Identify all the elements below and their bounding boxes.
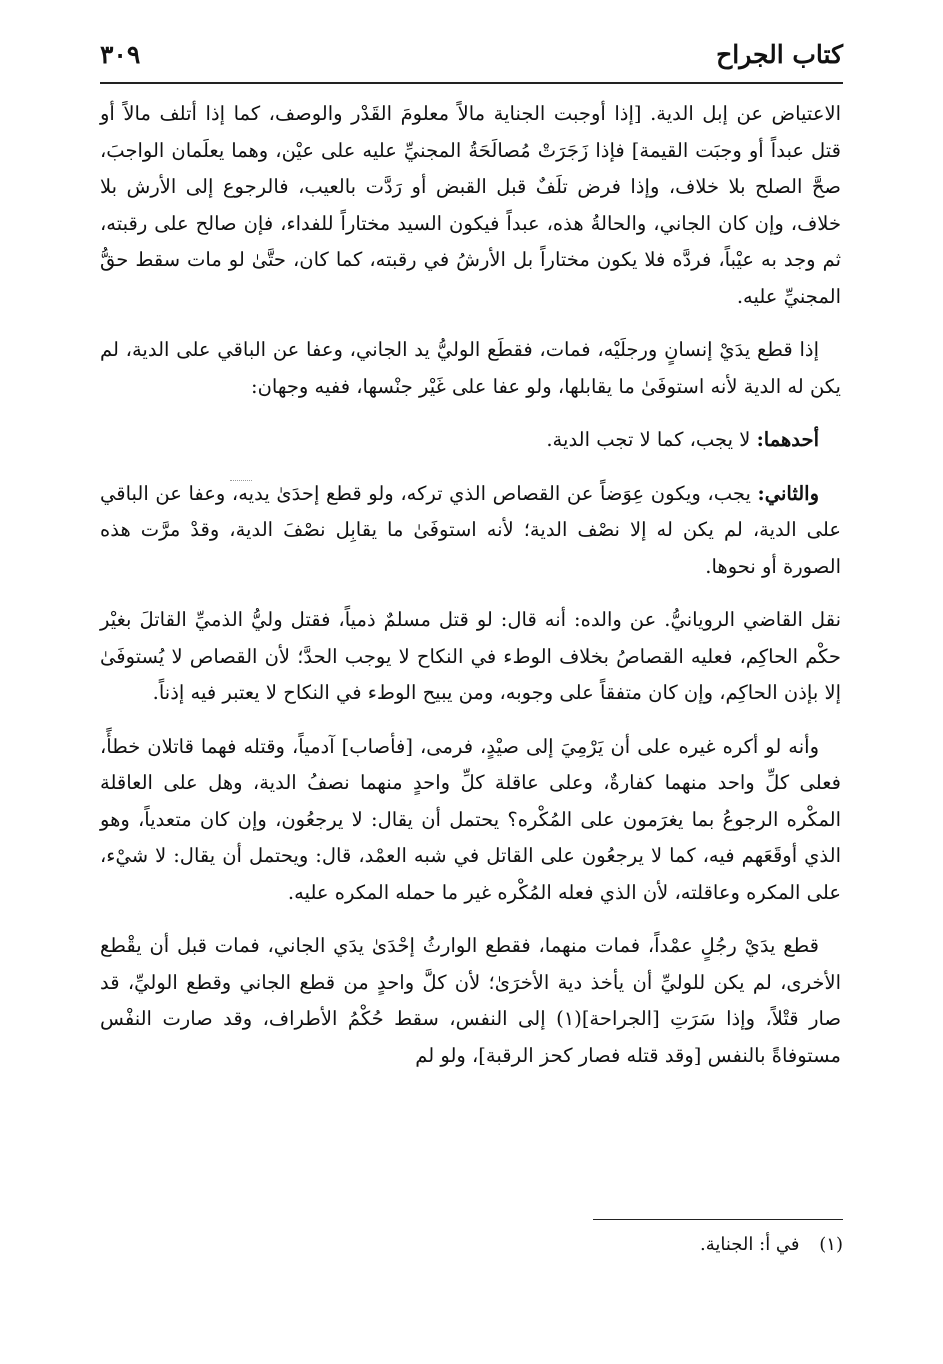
paragraph-4-text: يجب، ويكون عِوَضاً عن القصاص الذي تركه، ولو قطع إحدَىٰ يديه، وعفا عن الباقي على الدية، لم يكن له إلا نصْف الدية؛ لأنه استوفَىٰ ما يقابِل نصْفَ الدية، وقدْ مرَّت هذه الصورة أو نحوها. [100,481,841,578]
paragraph-3-lead: أحدهما: [756,428,819,451]
paragraph-5-text: نقل القاضي الرويانيُّ. عن والده: أنه قال: لو قتل مسلمٌ ذمياً، فقتل وليُّ الذميِّ القاتلَ بغيْر حكْم الحاكِم، فعليه القصاصُ بخلاف الوطء في النكاح لا يوجب الحدَّ؛ لأن القصاص لا يُستوفَىٰ إلا بإذن الحاكِم، وإن كان متفقاً على وجوبه، ومن يبيح الوطء في النكاح لا يعتبر فيه إذناً. [100,608,841,704]
page-number: ٣٠٩ [100,39,141,69]
paragraph-1-text: الاعتياض عن إبل الدية. [إذا أوجبت الجناية مالاً معلومَ القَدْر والوصف، كما إذا أتلف مالاً أو قتل عبداً أو وجبَت القيمة] فإذا زَجَرَتْ مُصالَحَةُ المجنيِّ عليه على عيْن، وهما يعلَمان الواجبَ، صحَّ الصلح بلا خلاف، وإذا فرض تلَفٌ قبل القبض أو رَدَّت بالعيب، فالرجوع إلى الأرش بلا خلاف، وإن كان الجاني، والحالةُ هذه، عبداً فيكون السيد مختاراً للفداء، فإن صالح على رقبته، ثم وجد به عيْباً، فردَّه فلا يكون مختاراً بل الأرشُ في رقبته، كما كان، حتَّىٰ لو مات سقط حقُّ المجنيِّ عليه. [100,102,842,308]
footnote-text: في أ: الجناية. [700,1234,800,1255]
running-head [100,34,843,74]
paragraph-5 [100,602,841,712]
paragraph-2 [100,332,841,405]
paragraph-4 [100,476,841,586]
paragraph-2-text: إذا قطع يدَيْ إنسانٍ ورجلَيْه، فمات، فقطَع الوليُّ يد الجاني، وعفا عن الباقي على الدية، لم يكن له الدية لأنه استوفَىٰ ما يقابلها، ولو عفا على غَيْر جنْسها، ففيه وجهان: [100,338,841,398]
paragraph-3-text: لا يجب، كما لا تجب الدية. [546,428,751,451]
paragraph-4-lead: والثاني: [757,481,819,505]
paragraph-6 [100,729,841,912]
paragraph-7 [100,928,841,1074]
header-rule [100,82,843,84]
chapter-title: كتاب الجراح [716,39,843,69]
paragraph-6-text: وأنه لو أكره غيره على أن يَرْمِيَ إلى صيْدٍ، فرمى، [فأصاب] آدمياً، وقتله فهما قاتلان خطأً، فعلى كلِّ واحد منهما كفارةٌ، وعلى عاقلة كلِّ واحدٍ منهما نصفُ الدية، وهل على العاقلة المكْره الرجوعُ بما يغرَمون على المُكْره؟ يحتمل أن يقال: لا يرجعُون، وإن كان متعدياً، وهو الذي أوقَعَهم فيه، كما لا يرجعُون على القاتل في شبه العمْد، قال: ويحتمل أن يقال: لا شيْء، على المكره وعاقلته، لأن الذي فعله المُكْره غير ما حمله المكره عليه. [100,734,841,904]
paragraph-3 [100,422,841,459]
footnote [700,1228,843,1262]
paragraph-1 [100,96,841,315]
paragraph-7-text: قطع يدَيْ رجُلٍ عمْداً، فمات منهما، فقطع الوارثُ إحْدَىٰ يدَي الجاني، فمات قبل أن يقْطع الأخرى، لم يكن للوليِّ أن يأخذ دية الأخرَىٰ؛ لأن كلَّ واحدٍ من قطع الجاني وقطع الوليِّ، قد صار قتْلاً، وإذا سَرَتِ [الجراحة](١) إلى النفس، سقط حُكْمُ الأطراف، وقد صارت النفْس مستوفاةً بالنفس [وقد قتله فصار كحز الرقبة]، ولو لم [100,934,841,1067]
footnote-rule [593,1219,843,1220]
footnote-marker: (١) [819,1234,843,1255]
body-text [100,96,841,1091]
